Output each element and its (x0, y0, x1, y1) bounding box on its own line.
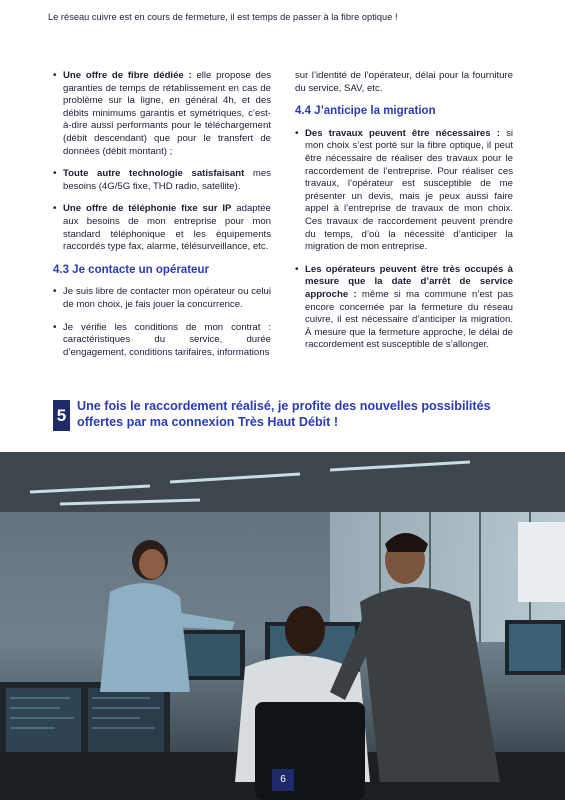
bullet-text: Je vérifie les conditions de mon contrat : caractéristiques du service, durée d’engagement, conditions tarifaires, informations (63, 321, 271, 358)
list-item (53, 322, 271, 360)
section-heading-4-4: 4.4 J’anticipe la migration (295, 105, 436, 118)
bullet-text: adaptée aux besoins de mon entreprise pour mon standard téléphonique et les équipements raccordés type fax, alarme, télésurveillance, etc. (63, 203, 271, 253)
section-heading-4-3: 4.3 Je contacte un opérateur (53, 263, 209, 276)
whiteboard (518, 522, 565, 602)
bullet-text: mes besoins (4G/5G fixe, THD radio, satellite). (63, 168, 272, 192)
page-number: 6 (272, 769, 294, 791)
bullet-text: elle propose des garanties de temps de rétablissement en cas de problème sur la ligne, en général 4h, et des débits minimums garantis et symétriques, c’est-à-dire aussi performants pour le téléchargement (débit descendant) que pour le transfert de données (débit montant) ; (63, 70, 272, 157)
list-item (295, 128, 513, 254)
continuation-text: sur l’identité de l’opérateur, délai pour la fourniture du service, SAV, etc. (295, 70, 513, 94)
step-number: 5 (53, 400, 70, 431)
office-illustration (0, 452, 565, 800)
bullet-bold: Des travaux peuvent être nécessaires : (305, 127, 500, 139)
step-title: Une fois le raccordement réalisé, je profite des nouvelles possibilités offertes par ma connexion Très Haut Débit ! (77, 399, 491, 429)
bullet-text: même si ma commune n’est pas encore concernée par la fermeture du réseau cuivre, il est nécessaire d’anticiper la migration. À mesure que la fermeture approche, le délai de raccordement est susceptible de s’allonger. (305, 288, 513, 351)
office-photo (0, 452, 565, 800)
bullet-bold: Toute autre technologie satisfaisant (63, 168, 245, 180)
running-header: Le réseau cuivre est en cours de fermeture, il est temps de passer à la fibre optique ! (48, 12, 398, 22)
bullet-bold: Une offre de téléphonie fixe sur IP (63, 203, 232, 215)
bullet-bold: Les opérateurs peuvent être très occupés à mesure que la date d’arrêt de service approche : (305, 263, 513, 300)
list-item (53, 286, 271, 311)
list-item (53, 70, 271, 158)
monitors-right (505, 620, 565, 675)
bullet-text: Je suis libre de contacter mon opérateur ou celui de mon choix, je fais jouer la concurrence. (63, 286, 271, 310)
continued-text (295, 70, 513, 95)
bullet-bold: Une offre de fibre dédiée : (63, 70, 192, 81)
left-column (53, 70, 271, 369)
list-item (53, 203, 271, 253)
list-item (53, 168, 271, 193)
step-5-banner (53, 398, 523, 434)
bullet-text: si mon choix s’est porté sur la fibre optique, il peut être nécessaire de réaliser des travaux pour le raccordement de l’entreprise. Pour réaliser ces travaux, l’opérateur est susceptible de me présenter un devis, mais je peux aussi faire appel à l’entreprise de travaux de mon choix. Ces travaux de raccordement peuvent prendre du temps, d’où la nécessité d’anticiper la migration de mon entreprise. (305, 127, 514, 253)
right-column (295, 70, 513, 362)
list-item (295, 264, 513, 352)
